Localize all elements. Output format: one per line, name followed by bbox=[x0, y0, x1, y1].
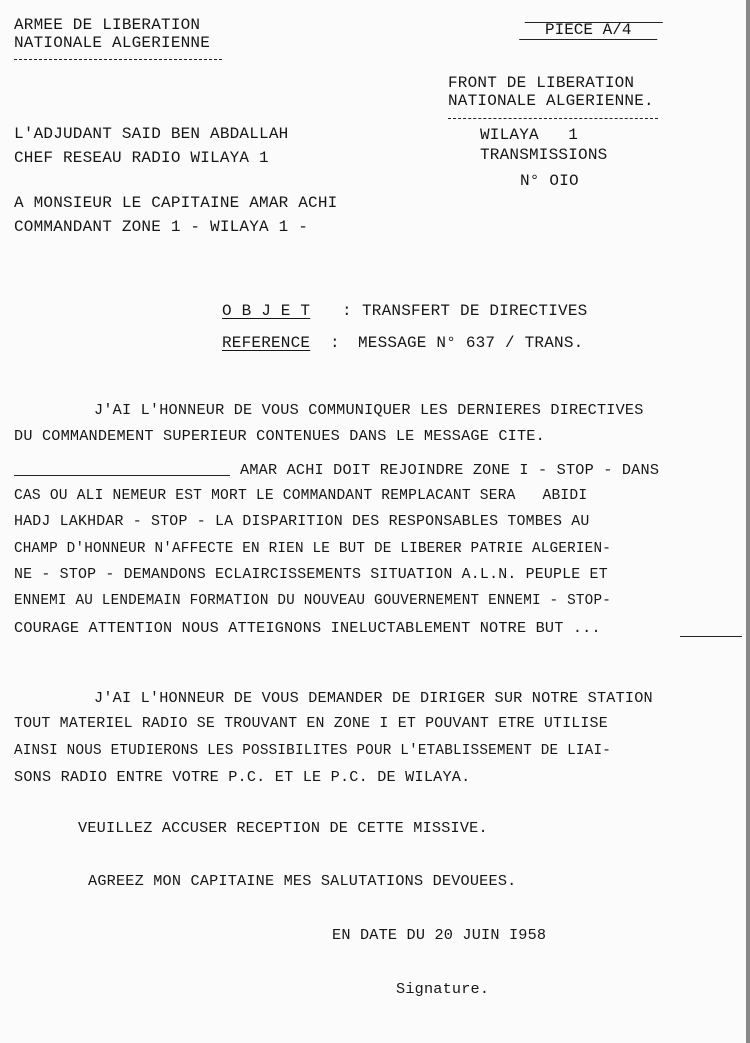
message-line: CHAMP D'HONNEUR N'AFFECTE EN RIEN LE BUT DE LIBERER PATRIE ALGERIEN- bbox=[14, 541, 612, 557]
message-end-line bbox=[680, 636, 742, 637]
para1-line: J'AI L'HONNEUR DE VOUS COMMUNIQUER LES DERNIERES DIRECTIVES bbox=[94, 401, 644, 419]
recipient-line1: A MONSIEUR LE CAPITAINE AMAR ACHI bbox=[14, 194, 338, 212]
header-right-transmissions: TRANSMISSIONS bbox=[480, 146, 608, 164]
message-line: ENNEMI AU LENDEMAIN FORMATION DU NOUVEAU GOUVERNEMENT ENNEMI - STOP- bbox=[14, 593, 612, 609]
header-left-line1: ARMEE DE LIBERATION bbox=[14, 16, 201, 34]
para1-line: DU COMMANDEMENT SUPERIEUR CONTENUES DANS LE MESSAGE CITE. bbox=[14, 427, 545, 445]
objet-value: TRANSFERT DE DIRECTIVES bbox=[362, 302, 588, 320]
message-line: CAS OU ALI NEMEUR EST MORT LE COMMANDANT REMPLACANT SERA ABIDI bbox=[14, 488, 588, 504]
objet-label: O B J E T bbox=[222, 302, 311, 320]
header-right-number: N° OIO bbox=[520, 172, 579, 190]
header-right-wilaya: WILAYA 1 bbox=[480, 126, 579, 144]
header-right-rule bbox=[448, 118, 658, 119]
closing-salutations: AGREEZ MON CAPITAINE MES SALUTATIONS DEVOUEES. bbox=[88, 872, 517, 890]
signature: Signature. bbox=[396, 980, 490, 998]
message-line: AMAR ACHI DOIT REJOINDRE ZONE I - STOP - DANS bbox=[240, 461, 660, 479]
para2-line: TOUT MATERIEL RADIO SE TROUVANT EN ZONE I ET POUVANT ETRE UTILISE bbox=[14, 716, 608, 732]
para2-line: J'AI L'HONNEUR DE VOUS DEMANDER DE DIRIGER SUR NOTRE STATION bbox=[94, 689, 653, 707]
closing-acknowledge: VEUILLEZ ACCUSER RECEPTION DE CETTE MISSIVE. bbox=[78, 819, 488, 837]
header-left-rule bbox=[14, 59, 222, 60]
reference-value: MESSAGE N° 637 / TRANS. bbox=[358, 334, 584, 352]
scan-edge bbox=[746, 0, 750, 1043]
message-blank-line bbox=[14, 475, 230, 476]
reference-separator: : bbox=[330, 334, 340, 352]
message-line: NE - STOP - DEMANDONS ECLAIRCISSEMENTS SITUATION A.L.N. PEUPLE ET bbox=[14, 567, 608, 583]
header-right-line1: FRONT DE LIBERATION bbox=[448, 74, 635, 92]
para2-line: SONS RADIO ENTRE VOTRE P.C. ET LE P.C. DE WILAYA. bbox=[14, 768, 471, 786]
reference-label: REFERENCE bbox=[222, 334, 311, 352]
message-line: COURAGE ATTENTION NOUS ATTEIGNONS INELUCTABLEMENT NOTRE BUT ... bbox=[14, 619, 601, 637]
objet-separator: : bbox=[342, 302, 352, 320]
piece-reference: PIECE A/4 bbox=[545, 21, 632, 39]
document-date: EN DATE DU 20 JUIN I958 bbox=[332, 926, 547, 944]
message-line: HADJ LAKHDAR - STOP - LA DISPARITION DES RESPONSABLES TOMBES AU bbox=[14, 514, 590, 530]
header-left-line2: NATIONALE ALGERIENNE bbox=[14, 34, 211, 52]
header-right-line2: NATIONALE ALGERIENNE. bbox=[448, 92, 654, 110]
sender-line1: L'ADJUDANT SAID BEN ABDALLAH bbox=[14, 125, 289, 143]
sender-line2: CHEF RESEAU RADIO WILAYA 1 bbox=[14, 149, 269, 167]
recipient-line2: COMMANDANT ZONE 1 - WILAYA 1 - bbox=[14, 218, 309, 236]
para2-line: AINSI NOUS ETUDIERONS LES POSSIBILITES POUR L'ETABLISSEMENT DE LIAI- bbox=[14, 743, 612, 759]
